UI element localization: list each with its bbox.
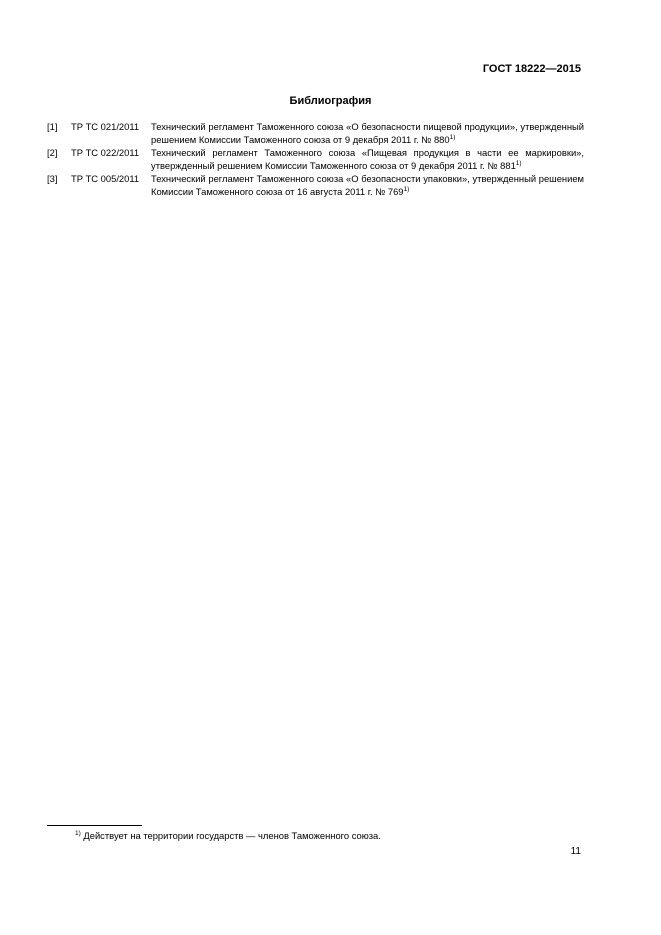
footnote-mark: 1) xyxy=(515,159,522,167)
entry-text-body: Технический регламент Таможенного союза «О безопасности пищевой продукции», утвержденный решением Комиссии Таможенного союза от 9 декабря 2011 г. № 880 xyxy=(151,121,584,145)
bibliography-entry xyxy=(47,121,584,146)
footnote-mark: 1) xyxy=(75,830,81,837)
entry-number: [2] xyxy=(47,147,58,159)
entry-text-body: Технический регламент Таможенного союза «О безопасности упаковки», утвержденный решением Комиссии Таможенного союза от 16 августа 2011 г. № 769 xyxy=(151,173,584,197)
entry-number: [1] xyxy=(47,121,58,132)
entry-number: [3] xyxy=(47,173,58,185)
entry-text xyxy=(151,121,584,146)
entry-reference: ТР ТС 021/2011 xyxy=(71,121,140,132)
footnote-text: Действует на территории государств — членов Таможенного союза. xyxy=(80,830,381,841)
entry-text xyxy=(151,147,584,172)
entry-reference: ТР ТС 022/2011 xyxy=(71,147,140,159)
entry-text-body: Технический регламент Таможенного союза «Пищевая продукция в части ее маркировки», утвержденный решением Комиссии Таможенного союза от 9 декабря 2011 г. № 881 xyxy=(151,147,584,171)
footnote-mark: 1) xyxy=(403,185,410,193)
document-code: ГОСТ 18222—2015 xyxy=(482,63,581,75)
entry-text xyxy=(151,173,584,198)
page-number: 11 xyxy=(570,846,581,857)
bibliography-entry xyxy=(47,147,584,172)
bibliography-entry xyxy=(47,173,584,198)
footnote-divider xyxy=(47,825,142,826)
footnote-mark: 1) xyxy=(449,133,456,141)
entry-reference: ТР ТС 005/2011 xyxy=(71,173,140,185)
bibliography-list xyxy=(47,121,584,200)
bibliography-title: Библиография xyxy=(289,95,372,107)
footnote xyxy=(75,830,381,841)
